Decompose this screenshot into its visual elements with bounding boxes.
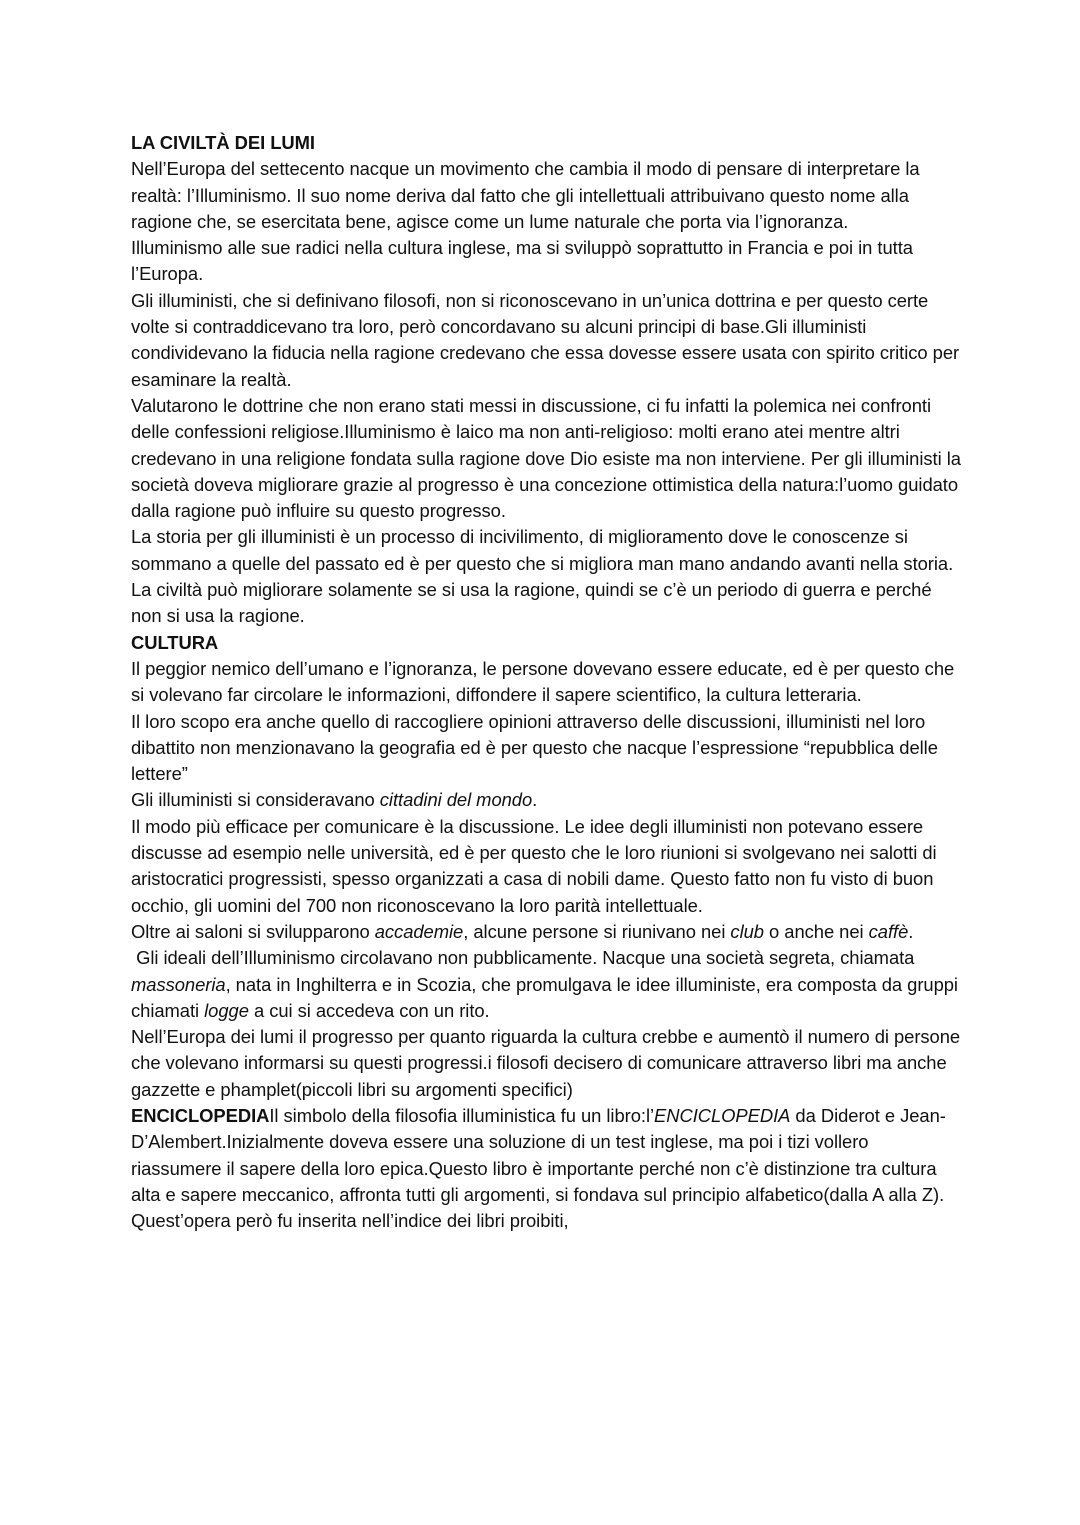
italic-term: cittadini del mondo <box>379 789 533 811</box>
intro-paragraph-1: Nell’Europa del settecento nacque un movimento che cambia il modo di pensare di interpretare la realtà: l’Illuminismo. Il suo nome deriva dal fatto che gli intellettuali attribuivano questo nome alla ragione che, se esercitata bene, agisce come un lume naturale che porta via l’ignoranza. <box>131 158 920 232</box>
text-run: da Diderot e Jean-D’Alembert.Inizialmente doveva essere una soluzione di un test inglese, ma poi i tizi vollero riassumere il sapere della loro epica.Questo libro è importante perché non c’è distinzione tra cultura alta e sapere meccanico, affronta tutti gli argomenti, si fondava sul principio alfabetico(dalla A alla Z). Quest’opera però fu inserita nell’indice dei libri proibiti, <box>131 1104 946 1232</box>
intro-paragraph-5: La storia per gli illuministi è un processo di incivilimento, di miglioramento dove le conoscenze si sommano a quelle del passato ed è per questo che si migliora man mano andando avanti nella storia. La civiltà può migliorare solamente se si usa la ragione, quindi se c’è un periodo di guerra e perché non si usa la ragione. <box>131 526 954 627</box>
text-run: , nata in Inghilterra e in Scozia, che promulgava le idee illuministe, era composta da gruppi chiamati <box>131 973 964 1021</box>
text-run: Oltre ai saloni si svilupparono <box>131 920 375 942</box>
cultura-paragraph-4: Il modo più efficace per comunicare è la discussione. Le idee degli illuministi non potevano essere discusse ad esempio nelle università, ed è per questo che le loro riunioni si svolgevano nei salotti di aristocratici progressisti, spesso organizzati a casa di nobili dame. Questo fatto non fu visto di buon occhio, gli uomini del 700 non riconoscevano la loro parità intellettuale. <box>131 815 937 916</box>
italic-term: massoneria <box>131 973 226 995</box>
text-run: , alcune persone si riunivano nei <box>463 920 731 942</box>
text-run: . <box>908 920 914 942</box>
italic-term: club <box>730 920 764 942</box>
italic-term: caffè <box>868 920 909 942</box>
cultura-paragraph-5 <box>131 919 961 945</box>
text-run: . <box>532 789 538 811</box>
intro-paragraph-2: Illuminismo alle sue radici nella cultura inglese, ma si sviluppò soprattutto in Francia e poi in tutta l’Europa. <box>131 237 913 285</box>
enciclopedia-paragraph <box>131 1103 961 1234</box>
cultura-paragraph-7: Nell’Europa dei lumi il progresso per quanto riguarda la cultura crebbe e aumentò il numero di persone che volevano informarsi su questi progressi.i filosofi decisero di comunicare attraverso libri ma anche gazzette e phamplet(piccoli libri su argomenti specifici) <box>131 1026 961 1100</box>
cultura-paragraph-2: Il loro scopo era anche quello di raccogliere opinioni attraverso delle discussioni, illuministi nel loro dibattito non menzionavano la geografia ed è per questo che nacque l’espressione “repubblica delle lettere” <box>131 710 938 785</box>
italic-term: accademie <box>374 920 464 942</box>
document-title: LA CIVILTÀ DEI LUMI <box>131 132 315 153</box>
intro-paragraph-4: Valutarono le dottrine che non erano stati messi in discussione, ci fu infatti la polemica nei confronti delle confessioni religiose.Illuminismo è laico ma non anti-religioso: molti erano atei mentre altri credevano in una religione fondata sulla ragione dove Dio esiste ma non interviene. Per gli illuministi la società doveva migliorare grazie al progresso è una concezione ottimistica della natura:l’uomo guidato dalla ragione può influire su questo progresso. <box>131 394 961 522</box>
text-run: o anche nei <box>763 920 869 942</box>
enciclopedia-heading: ENCICLOPEDIA <box>131 1104 270 1126</box>
italic-term: logge <box>204 999 249 1021</box>
text-run: Il simbolo della filosofia illuministica fu un libro:l’ <box>269 1104 655 1126</box>
intro-paragraph-3: Gli illuministi, che si definivano filosofi, non si riconoscevano in un’unica dottrina e per questo certe volte si contraddicevano tra loro, però concordavano su alcuni principi di base.Gli illuministi condividevano la fiducia nella ragione credevano che essa dovesse essere usata con spirito critico per esaminare la realtà. <box>131 289 960 390</box>
text-run: a cui si accedeva con un rito. <box>248 999 490 1021</box>
cultura-paragraph-1: Il peggior nemico dell’umano e l’ignoranza, le persone dovevano essere educate, ed è per questo che si volevano far circolare le informazioni, diffondere il sapere scientifico, la cultura letteraria. <box>131 657 955 706</box>
cultura-heading: CULTURA <box>131 631 219 653</box>
italic-term: ENCICLOPEDIA <box>654 1104 791 1126</box>
cultura-paragraph-6 <box>131 945 964 1024</box>
text-run: Gli illuministi si consideravano <box>131 789 380 811</box>
cultura-paragraph-3 <box>131 787 961 813</box>
document-page <box>131 130 964 1234</box>
text-run: Gli ideali dell’Illuminismo circolavano non pubblicamente. Nacque una società segreta, chiamata <box>131 947 920 969</box>
